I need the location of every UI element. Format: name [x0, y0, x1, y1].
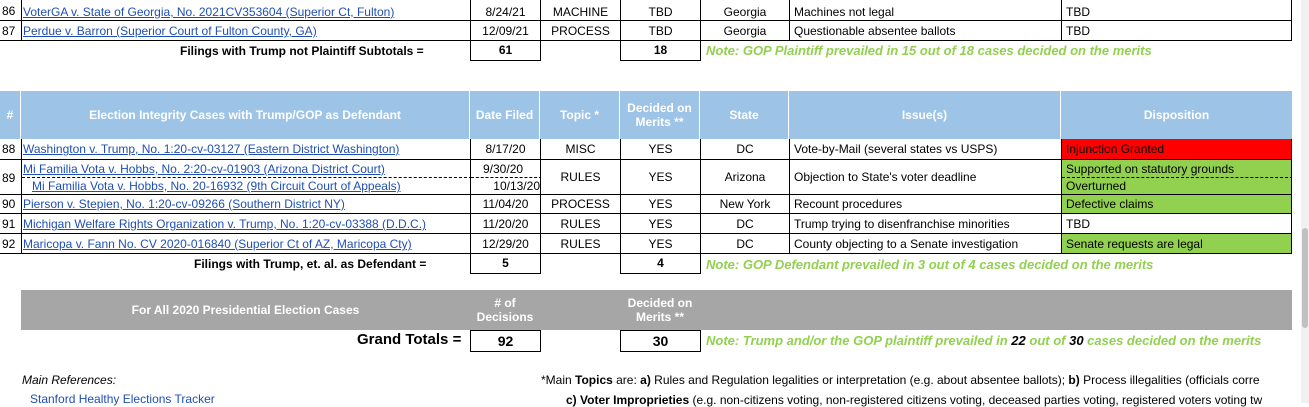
references-title: Main References: — [22, 373, 117, 387]
state-text: DC — [736, 237, 754, 251]
grand-total-decided: 30 — [620, 330, 701, 352]
decided-text: YES — [648, 237, 673, 251]
topics-text: are: — [612, 373, 641, 387]
decided-header: Decided on Merits ** — [620, 290, 700, 330]
subtotal-count: 5 — [470, 253, 541, 274]
state-cell — [700, 194, 790, 214]
date-text: 12/29/20 — [482, 237, 529, 251]
disposition-cell — [1061, 194, 1292, 214]
gray-spacer — [700, 290, 1292, 330]
issue-text: Objection to State's voter deadline — [794, 170, 977, 184]
issue-text: Machines not legal — [794, 5, 895, 19]
state-cell — [700, 213, 790, 234]
topic-text: RULES — [560, 237, 601, 251]
disposition-cell — [1061, 20, 1292, 41]
disposition-cell — [1061, 0, 1292, 21]
topics-bold: a) — [640, 373, 651, 387]
disposition-cell — [1061, 213, 1292, 234]
topics-text: (e.g. non-citizens voting, non-registered citizens voting, deceased parties voting, registered voters voting tw — [689, 393, 1263, 407]
disposition-cell — [1061, 233, 1292, 254]
disposition-text-appeal: Overturned — [1066, 179, 1127, 193]
row-number-text: 86 — [2, 4, 16, 18]
note-number: 30 — [1069, 333, 1084, 348]
disposition-text: TBD — [1066, 217, 1090, 231]
issue-text: Vote-by-Mail (several states vs USPS) — [794, 142, 998, 156]
grand-total-label: Grand Totals = — [357, 331, 462, 348]
issue-text: County objecting to a Senate investigation — [794, 237, 1019, 251]
row-number-text: 91 — [2, 217, 16, 231]
row-number — [0, 194, 22, 214]
date-text: 12/09/21 — [482, 24, 529, 38]
case-cell — [21, 213, 471, 234]
row-number-text: 87 — [2, 24, 16, 38]
topic-text: MISC — [565, 142, 596, 156]
topics-line-1 — [541, 373, 1260, 387]
topic-cell — [540, 194, 621, 214]
date-cell — [470, 139, 541, 160]
state-cell — [700, 20, 790, 41]
row-number-text: 89 — [2, 171, 16, 185]
date-cell — [470, 20, 541, 41]
topics-line-2 — [566, 393, 1262, 407]
header-date: Date Filed — [470, 91, 540, 139]
disposition-text: Senate requests are legal — [1066, 237, 1203, 251]
row-number — [0, 233, 22, 254]
state-cell — [700, 233, 790, 254]
grand-total-note — [706, 333, 1261, 348]
state-text: DC — [736, 142, 754, 156]
decided-cell — [620, 233, 701, 254]
header-decided: Decided on Merits ** — [620, 91, 700, 139]
case-cell — [21, 233, 471, 254]
grand-total-count: 92 — [470, 330, 541, 352]
topics-bold: b) — [1068, 373, 1080, 387]
row-number-text: 92 — [2, 237, 16, 251]
date-cell — [470, 213, 541, 234]
date-text: 11/04/20 — [482, 197, 529, 211]
decided-cell — [620, 159, 701, 195]
note-number: 22 — [1011, 333, 1026, 348]
state-cell — [700, 159, 790, 195]
state-text: Georgia — [723, 5, 767, 19]
issue-cell — [789, 139, 1062, 160]
all-cases-label: For All 2020 Presidential Election Cases — [21, 290, 470, 330]
header-issue: Issue(s) — [789, 91, 1061, 139]
case-link[interactable]: VoterGA v. State of Georgia, No. 2021CV353604 (Superior Ct, Fulton) — [23, 5, 395, 19]
header-disposition: Disposition — [1061, 91, 1292, 139]
case-link[interactable]: Maricopa v. Fann No. CV 2020-016840 (Superior Ct of AZ, Maricopa Cty) — [23, 237, 412, 251]
decided-cell — [620, 213, 701, 234]
header-num: # — [0, 91, 21, 139]
subtotal-note: Note: GOP Plaintiff prevailed in 15 out of 18 cases decided on the merits — [706, 43, 1152, 58]
topics-text: Process illegalities (officials corre — [1079, 373, 1260, 387]
note-text: cases decided on the merits — [1083, 333, 1262, 348]
decided-cell — [620, 194, 701, 214]
date-text: 11/20/20 — [482, 217, 529, 231]
disposition-text: Injunction Granted — [1066, 142, 1165, 156]
case-cell — [21, 159, 471, 195]
date-text: 8/24/21 — [485, 5, 526, 19]
topic-text: RULES — [560, 170, 601, 184]
decided-text: YES — [648, 197, 673, 211]
disposition-text: TBD — [1066, 5, 1090, 19]
issue-cell — [789, 194, 1062, 214]
subtotal-label: Filings with Trump, et. al. as Defendant = — [194, 257, 427, 271]
topics-bold: Topics — [575, 373, 613, 387]
date-text: 9/30/20 — [483, 162, 524, 176]
topic-cell — [540, 20, 621, 41]
topics-bold: c) Voter Improprieties — [566, 393, 690, 407]
issue-cell — [789, 213, 1062, 234]
subtotal-decided: 4 — [620, 253, 701, 274]
topic-cell — [540, 139, 621, 160]
gray-spacer — [540, 290, 620, 330]
state-text: DC — [736, 217, 754, 231]
row-number — [0, 20, 22, 41]
topics-text: *Main — [541, 373, 576, 387]
topic-text: RULES — [560, 217, 601, 231]
decided-cell — [620, 0, 701, 21]
row-number — [0, 159, 22, 195]
note-text: out of — [1025, 333, 1070, 348]
topics-text: Rules and Regulation legalities or interpretation (e.g. about absentee ballots); — [650, 373, 1069, 387]
decided-cell — [620, 20, 701, 41]
date-cell — [470, 0, 541, 21]
topic-text: MACHINE — [552, 5, 609, 19]
topic-cell — [540, 159, 621, 195]
row-number-text: 88 — [2, 142, 16, 156]
issue-text: Trump trying to disenfranchise minorities — [794, 217, 1010, 231]
state-text: New York — [719, 197, 771, 211]
subtotal-label: Filings with Trump not Plaintiff Subtotals = — [180, 44, 424, 58]
disposition-cell — [1061, 139, 1292, 160]
subtotal-count: 61 — [470, 40, 541, 61]
case-cell — [21, 20, 471, 41]
decided-text: TBD — [648, 5, 673, 19]
case-cell — [21, 0, 471, 21]
decided-cell — [620, 139, 701, 160]
case-link[interactable]: Perdue v. Barron (Superior Court of Fulton County, GA) — [23, 24, 317, 38]
case-link[interactable]: Pierson v. Stepien, No. 1:20-cv-09266 (Southern District NY) — [23, 197, 345, 211]
issue-text: Questionable absentee ballots — [794, 24, 956, 38]
state-cell — [700, 139, 790, 160]
case-link-appeal[interactable]: Mi Familia Vota v. Hobbs, No. 20-16932 (9th Circuit Court of Appeals) — [32, 179, 401, 193]
decided-text: YES — [648, 142, 673, 156]
topic-cell — [540, 233, 621, 254]
case-link[interactable]: Washington v. Trump, No. 1:20-cv-03127 (Eastern District Washington) — [23, 142, 400, 156]
issue-cell — [789, 233, 1062, 254]
header-topic: Topic * — [540, 91, 620, 139]
issue-text: Recount procedures — [794, 197, 903, 211]
case-cell — [21, 139, 471, 160]
header-case: Election Integrity Cases with Trump/GOP as Defendant — [21, 91, 470, 139]
row-number — [0, 139, 22, 160]
vertical-scrollbar[interactable] — [1301, 0, 1309, 403]
disposition-cell — [1061, 159, 1292, 195]
state-text: Georgia — [723, 24, 767, 38]
row-number — [0, 213, 22, 234]
issue-cell — [789, 159, 1062, 195]
decided-text: YES — [648, 217, 673, 231]
row-number — [0, 0, 22, 21]
decided-text: TBD — [648, 24, 673, 38]
decided-text: YES — [648, 170, 673, 184]
case-link[interactable]: Mi Familia Vota v. Hobbs, No. 2:20-cv-01903 (Arizona District Court) — [23, 162, 385, 176]
state-cell — [700, 0, 790, 21]
scrollbar-thumb[interactable] — [1302, 228, 1308, 328]
date-text: 8/17/20 — [485, 142, 526, 156]
date-cell — [470, 159, 541, 195]
reference-link-stanford[interactable]: Stanford Healthy Elections Tracker — [30, 392, 215, 406]
subtotal-decided: 18 — [620, 40, 701, 61]
state-text: Arizona — [724, 170, 766, 184]
row-number-text: 90 — [2, 197, 16, 211]
topic-cell — [540, 0, 621, 21]
disposition-text: Defective claims — [1066, 197, 1154, 211]
issue-cell — [789, 20, 1062, 41]
issue-cell — [789, 0, 1062, 21]
subtotal-note: Note: GOP Defendant prevailed in 3 out of 4 cases decided on the merits — [706, 257, 1154, 272]
topic-cell — [540, 213, 621, 234]
disposition-text: Supported on statutory grounds — [1066, 162, 1235, 176]
note-text: Note: Trump and/or the GOP plaintiff prevailed in — [706, 333, 1012, 348]
header-state: State — [700, 91, 789, 139]
topic-text: PROCESS — [551, 24, 610, 38]
date-cell — [470, 194, 541, 214]
date-cell — [470, 233, 541, 254]
decisions-header: # of Decisions — [470, 290, 540, 330]
case-link[interactable]: Michigan Welfare Rights Organization v. Trump, No. 1:20-cv-03388 (D.D.C.) — [23, 217, 427, 231]
topic-text: PROCESS — [551, 197, 610, 211]
case-cell — [21, 194, 471, 214]
date-text-appeal: 10/13/20 — [493, 179, 540, 193]
disposition-text: TBD — [1066, 24, 1090, 38]
